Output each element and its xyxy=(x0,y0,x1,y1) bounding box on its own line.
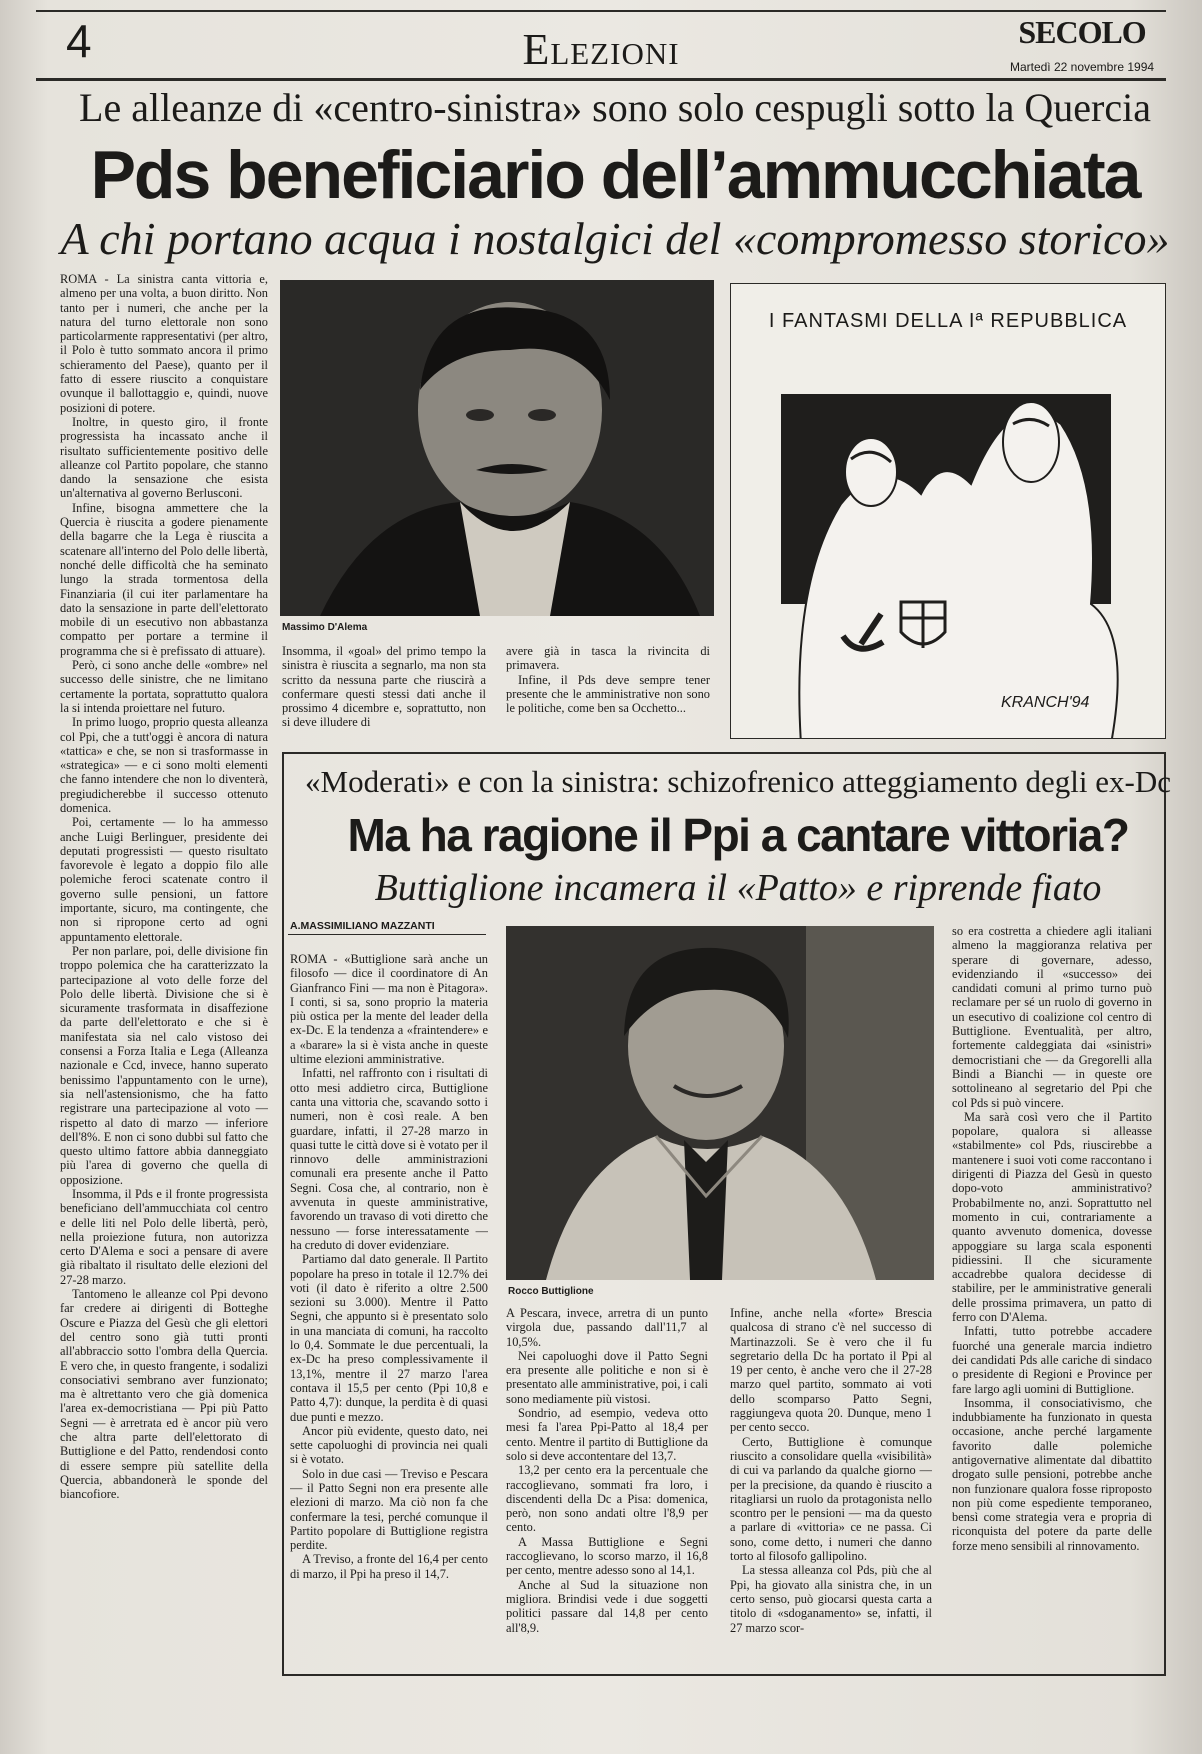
portrait-illustration xyxy=(280,280,714,616)
paragraph: Partiamo dal dato generale. Il Partito popolare ha preso in totale il 12.7% dei voti (il dato è riferito a oltre 2.500 sezioni su 3.000). Mentre il Patto Segni, che appunto si è presentato solo in una manciata di comuni, ha raccolto lo 0,4. Sommate le due percentuali, la ex-Dc ha preso complessivamente il 13,1%, mentre il 27 marzo l'area contava il 15,5 per cento (Ppi 10,8 e Patto 4,7): dunque, la perdita è di quasi due punti e mezzo. xyxy=(290,1252,488,1424)
article2-column-2 xyxy=(506,1306,708,1666)
paragraph: Infatti, tutto potrebbe accadere fuorché una generale marcia indietro dei candidati Pds alle cariche di sindaco o presidente di Regioni e Province per fare largo agli uomini di Buttiglione. xyxy=(952,1324,1152,1396)
dalema-photo xyxy=(280,280,714,616)
paragraph: Sondrio, ad esempio, vedeva otto mesi fa l'area Ppi-Patto al 18,4 per cento. Mentre il partito di Buttiglione da solo si deve accontentare del 13,7. xyxy=(506,1406,708,1463)
page-number: 4 xyxy=(66,15,92,67)
cartoon-title: I FANTASMI DELLA Iª REPUBBLICA xyxy=(768,310,1128,332)
paragraph: ROMA - «Buttiglione sarà anche un filosofo — dice il coordinatore di An Gianfranco Fini — ma non è Pitagora». I conti, si sa, sono proprio la materia più ostica per la mente del leader della ex-Dc. E la tendenza a «fraintendere» e a «barare» la si è vista anche in queste ultime elezioni amministrative. xyxy=(290,952,488,1067)
article2-top-rule xyxy=(282,752,1164,754)
buttiglione-photo xyxy=(506,926,934,1280)
article2-headline: Ma ha ragione il Ppi a cantare vittoria? xyxy=(347,809,1129,861)
buttiglione-caption: Rocco Buttiglione xyxy=(508,1286,594,1297)
cartoon xyxy=(730,283,1166,739)
paragraph: Infatti, nel raffronto con i risultati di otto mesi addietro circa, Buttiglione canta una vittoria che, scavando sotto i numeri, non è così reale. A ben guardare, infatti, il 27-28 marzo in quasi tutte le città dove si è votato per il rinnovo delle amministrazioni comunali era presente anche il Patto Segni. Cosa che, al contrario, non è avvenuta in queste amministrative, favorendo un travaso di voti diretto che nessuno — forse interessatamente — ha creduto di dover evidenziare. xyxy=(290,1066,488,1252)
paragraph: Ancor più evidente, questo dato, nei sette capoluoghi di provincia nei quali si è votato. xyxy=(290,1423,488,1467)
article2-kicker: «Moderati» e con la sinistra: schizofrenico atteggiamento degli ex-Dc xyxy=(305,764,1171,799)
top-rule xyxy=(36,10,1166,12)
article1-column-1 xyxy=(60,272,268,1670)
paragraph: Poi, certamente — lo ha ammesso anche Luigi Berlinguer, presidente dei deputati progressisti — questo risultato favorevole è legato a doppio filo alle polemiche feroci scatenate contro il governo sulle pensioni, un fattore importante, sicuro, ma contingente, che non si ripropone certo ad ogni appuntamento elettorale. xyxy=(60,815,268,944)
paragraph: Per non parlare, poi, delle divisione fin troppo polemica che ha caratterizzato la partecipazione al voto delle forze del Polo delle libertà. Divisione che si è sicuramente trasformata in disaffezione da parte dell'elettorato e che si è manifestata sia nel calo vistoso dei consensi a Forza Italia e Lega (Alleanza nazionale e Ccd, invece, hanno superato benissimo l'appuntamento con le urne), sia nell'astensionismo, che ha fatto registrare una partecipazione al voto — rispetto al dato di marzo — inferiore dell'8%. E non ci sono dubbi sul fatto che questo ultimo fattore abbia danneggiato più l'area di governo che quella di opposizione. xyxy=(60,943,268,1187)
article1-deck: A chi portano acqua i nostalgici del «compromesso storico» xyxy=(60,213,1170,264)
paragraph: La stessa alleanza col Pds, più che al Ppi, ha giovato alla sinistra che, in un certo senso, può giocarsi questa carta a titolo di «sdoganamento» se, infatti, il 27 marzo scor- xyxy=(730,1563,932,1635)
article2-left-rule xyxy=(282,752,284,1674)
paragraph: Però, ci sono anche delle «ombre» nel successo delle sinistre, che ne limitano certamente la portata, soprattutto qualora la si intenda proiettare nel futuro. xyxy=(60,658,268,715)
paragraph: so era costretta a chiedere agli italiani almeno la maggioranza relativa per sperare di governare, adesso, evidenziando il «successo» dei candidati comuni al primo turno può reclamare per sé un ruolo di governo in un esecutivo di coalizione col centro di Buttiglione. Eventualità, per altro, fortemente caldeggiata dai «sinistri» democristiani che — da Gregorelli alla Bindi a Bianchi — in queste ore sottolineano al segretario del Ppi che col Pds si può vincere. xyxy=(952,924,1152,1110)
article2-column-4 xyxy=(952,924,1152,1666)
issue-date: Martedì 22 novembre 1994 xyxy=(1009,60,1155,74)
paragraph: Anche al Sud la situazione non migliora. Brindisi vede i due soggetti politici passare dal 14,8 per cento all'8,9. xyxy=(506,1577,708,1635)
article2-deck: Buttiglione incamera il «Patto» e riprende fiato xyxy=(374,867,1102,909)
paragraph: A Treviso, a fronte del 16,4 per cento di marzo, il Ppi ha preso il 14,7. xyxy=(290,1552,488,1581)
paragraph: Inoltre, in questo giro, il fronte progressista ha incassato anche il risultato sufficientemente positivo delle alleanze col Partito popolare, che stanno dando la sensazione che esista un'alternativa al governo Berlusconi. xyxy=(60,414,268,501)
article1-column-3 xyxy=(506,644,710,736)
paragraph: A Pescara, invece, arretra di un punto virgola due, passando dall'11,7 al 10,5%. xyxy=(506,1306,708,1349)
masthead-rule xyxy=(36,78,1166,81)
article1-kicker: Le alleanze di «centro-sinistra» sono solo cespugli sotto la Quercia xyxy=(79,85,1151,130)
cartoon-signature: KRANCH'94 xyxy=(1001,694,1090,711)
paragraph: ROMA - La sinistra canta vittoria e, almeno per una volta, a buon diritto. Non tanto per i numeri, che anche per la natura del turno elettorale non sono particolarmente rappresentativi (per altro, il Polo è tutto sommato ancora il primo schieramento del Paese), quanto per il fatto di essere riuscito a conquistare ovunque il ballottaggio e, quindi, nuove posizioni di potere. xyxy=(60,272,268,415)
paragraph: Infine, il Pds deve sempre tener presente che le amministrative non sono le politiche, come ben sa Occhetto... xyxy=(506,672,710,716)
cartoon-illustration xyxy=(731,284,1165,738)
paragraph: Solo in due casi — Treviso e Pescara — il Patto Segni non era presente alle elezioni di marzo. Ma ciò non fa che confermare la tesi, perché comunque il Partito popolare di Buttiglione registra perdite. xyxy=(290,1466,488,1553)
paragraph: Insomma, il consociativismo, che indubbiamente ha funzionato in questa occasione, anche perché largamente favorito dalle polemiche antigovernative alimentate dal dibattito drogato sulle pensioni, potrebbe anche non funzionare qualora fosse riproposto non più come espediente temporaneo, bensì come strategia vera e propria di riconquista del potere da parte delle forze meno sensibili al rinnovamento. xyxy=(952,1395,1152,1553)
paragraph: A Massa Buttiglione e Segni raccoglievano, lo scorso marzo, il 16,8 per cento, mentre adesso sono al 14,1. xyxy=(506,1534,708,1578)
paragraph: Tantomeno le alleanze col Ppi devono far credere ai dirigenti di Botteghe Oscure e Piazza del Gesù che gli elettori del centro sono già tutti pronti all'abbraccio sotto l'ombra della Quercia. E vero che, in questo frangente, i sodalizi consociativi sembrano aver funzionato; ma è altrettanto vero che già domenica l'area ex-democristiana — Ppi più Patto Segni — è arretrata ed è ancor più vero che altra parte dell'elettorato di Buttiglione e del Patto, rendendosi conto di essere sempre più satellite della Quercia, abbandonerà le sponde del biancofiore. xyxy=(60,1287,268,1502)
article2-byline: A.MASSIMILIANO MAZZANTI xyxy=(290,920,435,932)
paragraph: Certo, Buttiglione è comunque riuscito a consolidare quella «visibilità» di cui va parlando da qualche giorno — per la precisione, da quando è riuscito a ritagliarsi un ruolo da protagonista nello scontro per le pensioni — ma da questo a parlare di «vittoria» ce ne passa. Ci sono, come detto, i numeri che danno torto al filosofo gallipolino. xyxy=(730,1434,932,1564)
newspaper-logo: SECOLO xyxy=(1018,14,1146,50)
paragraph: Ma sarà così vero che il Partito popolare, qualora si alleasse «stabilmente» col Pds, riuscirebbe a mantenere i suoi voti come raccontano i dirigenti di Piazza del Gesù in questo dopo-voto amministrativo? Probabilmente no, anzi. Soprattutto nel momento in cui, contrariamente a quanto avvenuto domenica, dovesse appoggiare su larga scala esponenti pidiessini. Il che sicuramente accadrebbe qualora decidesse di stabilire, per le amministrative generali delle prossima primavera, un patto di ferro con D'Alema. xyxy=(952,1109,1152,1325)
article2-column-3 xyxy=(730,1306,932,1666)
article2-bottom-rule xyxy=(282,1674,1166,1676)
article1-headline: Pds beneficiario dell’ammucchiata xyxy=(90,137,1140,213)
paragraph: Insomma, il «goal» del primo tempo la sinistra è riuscita a segnarlo, ma non sta scritto da nessuna parte che riuscirà a confermare questi stessi dati anche il prossimo 4 dicembre e, soprattutto, non si deve illudere di xyxy=(282,644,486,730)
paragraph: In primo luogo, proprio questa alleanza col Ppi, che a tutt'oggi è ancora di natura «tattica» e che, se non si trasformasse in «strategica» — e ci sono molti elementi che fanno intendere che non lo diventerà, pregiudicherebbe il successo ottenuto domenica. xyxy=(60,715,268,815)
paragraph: 13,2 per cento era la percentuale che raccoglievano, sommati fra loro, i discendenti della Dc a Pisa: domenica, però, non sono andati oltre l'8,9 per cento. xyxy=(506,1463,708,1535)
paragraph: Insomma, il Pds e il fronte progressista beneficiano dell'ammucchiata col centro e delle liti nel Polo delle libertà, però, nella proiezione futura, non autorizza certo D'Alema e soci a pensare di avere già ribaltato il risultato delle elezioni del 27-28 marzo. xyxy=(60,1187,268,1287)
paragraph: Infine, bisogna ammettere che la Quercia è riuscita a godere pienamente della bagarre che la Lega è riuscita a scatenare all'interno del Polo delle libertà, nonché delle difficoltà che ha seminato lungo la strada tormentosa della Finanziaria (il cui iter parlamentare ha dato la sensazione in parte dell'elettorato mobile di un esecutivo non abbastanza compatto per portare a termine il programma che si è prefissato di attuare). xyxy=(60,500,268,658)
portrait-illustration xyxy=(506,926,934,1280)
paragraph: Infine, anche nella «forte» Brescia qualcosa di strano c'è nel successo di Martinazzoli. Se è vero che il fu segretario della Dc ha portato il Ppi al 19 per cento, è anche vero che il 27-28 marzo quel partito, sommato ai voti dello scomparso Patto Segni, raggiungeva quota 20. Dunque, meno 1 per cento secco. xyxy=(730,1306,932,1435)
section-title-text: Elezioni xyxy=(522,25,680,74)
byline-rule xyxy=(288,934,486,935)
article2-column-1 xyxy=(290,952,488,1666)
article1-column-2 xyxy=(282,644,486,736)
dalema-caption: Massimo D'Alema xyxy=(282,622,368,633)
paragraph: avere già in tasca la rivincita di primavera. xyxy=(506,644,710,673)
paragraph: Nei capoluoghi dove il Patto Segni era presente alle politiche e non si è presentato alle amministrative, poi, i cali sono mediamente più vistosi. xyxy=(506,1348,708,1406)
